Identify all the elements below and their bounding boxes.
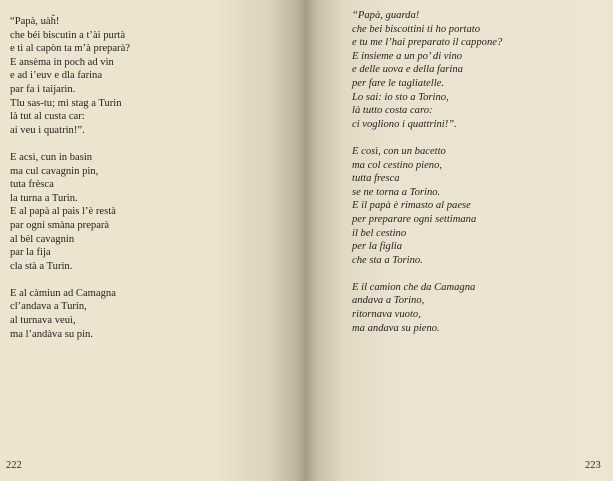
verse-line: ci vogliono i quattrini!”. <box>352 118 457 130</box>
verse-line: cla stà a Turin. <box>10 260 73 272</box>
page-number-right: 223 <box>585 460 601 471</box>
verse-line: andava a Torino, <box>352 295 425 307</box>
verse-line: par la fija <box>10 247 51 259</box>
verse-line: E ansèma in poch ad vin <box>10 56 114 68</box>
verse-line: ai veu i quatrin!”. <box>10 124 85 136</box>
verse-line: E insieme a un po’ di vino <box>352 50 463 62</box>
verse-line: “Papà, guarda! <box>352 10 420 21</box>
verse-line: ma cul cavagnin pin, <box>10 165 99 177</box>
verse-line: par ogni smàna preparà <box>10 219 110 231</box>
stanza <box>10 287 130 341</box>
verse-line: e delle uova e della farina <box>352 64 463 76</box>
verse-line: tutta fresca <box>352 173 400 185</box>
verse-line: E acsì, cun in basìn <box>10 151 93 163</box>
verse-line: E al papà al pais l’è restà <box>10 206 116 218</box>
stanza <box>352 145 502 267</box>
stanza <box>352 281 502 335</box>
verse-line: là tut al custa car: <box>10 111 85 123</box>
verse-line: il bel cestino <box>352 227 407 239</box>
verse-line: là tutto costa caro: <box>352 105 433 117</box>
verse-line: al bèl cavagnin <box>10 233 75 245</box>
stanza <box>10 151 130 273</box>
verse-line: tuta frèsca <box>10 179 54 191</box>
verse-line: ritornava vuoto, <box>352 309 421 321</box>
verse-line: E il papà è rimasto al paese <box>352 200 471 212</box>
verse-line: Tlu sas-tu; mi stag a Turin <box>10 97 122 109</box>
right-page <box>306 0 613 481</box>
verse-line: che béi biscutìn a t’ài purtà <box>10 29 126 41</box>
verse-line: per fare le tagliatelle. <box>352 77 444 89</box>
verse-line: E così, con un bacetto <box>352 145 446 157</box>
verse-line: la turna a Turin. <box>10 192 78 204</box>
verse-line: per la figlia <box>352 241 403 253</box>
verse-line: che sta a Torino. <box>352 254 423 266</box>
verse-line: “Papà, uàȟ! <box>10 16 60 27</box>
verse-line: Lo sai: io sto a Torino, <box>352 91 449 103</box>
verse-line: cl’andava a Turin, <box>10 301 87 313</box>
left-page <box>0 0 306 481</box>
verse-line: se ne torna a Torino. <box>352 186 441 198</box>
verse-line: e tu me l’hai preparato il cappone? <box>352 37 503 49</box>
stanza <box>10 15 130 137</box>
verse-line: E il camion che da Camagna <box>352 281 476 293</box>
verse-line: par fa i taijarin. <box>10 83 76 95</box>
verse-line: al turnava veuì, <box>10 315 76 327</box>
verse-line: E al càmiun ad Camagna <box>10 287 116 299</box>
verse-line: ma col cestino pieno, <box>352 159 443 171</box>
page-number-left: 222 <box>6 460 22 471</box>
dialect-poem <box>10 15 130 355</box>
verse-line: ma andava su pieno. <box>352 322 440 334</box>
verse-line: ma l’andàva su pin. <box>10 328 93 340</box>
verse-line: e ad i’euv e dla farina <box>10 70 103 82</box>
italian-translation <box>352 9 502 349</box>
stanza <box>352 9 502 131</box>
verse-line: per preparare ogni settimana <box>352 213 477 225</box>
verse-line: e ti al capòn ta m’à preparà? <box>10 43 130 55</box>
verse-line: che bei biscottini ti ho portato <box>352 23 480 35</box>
